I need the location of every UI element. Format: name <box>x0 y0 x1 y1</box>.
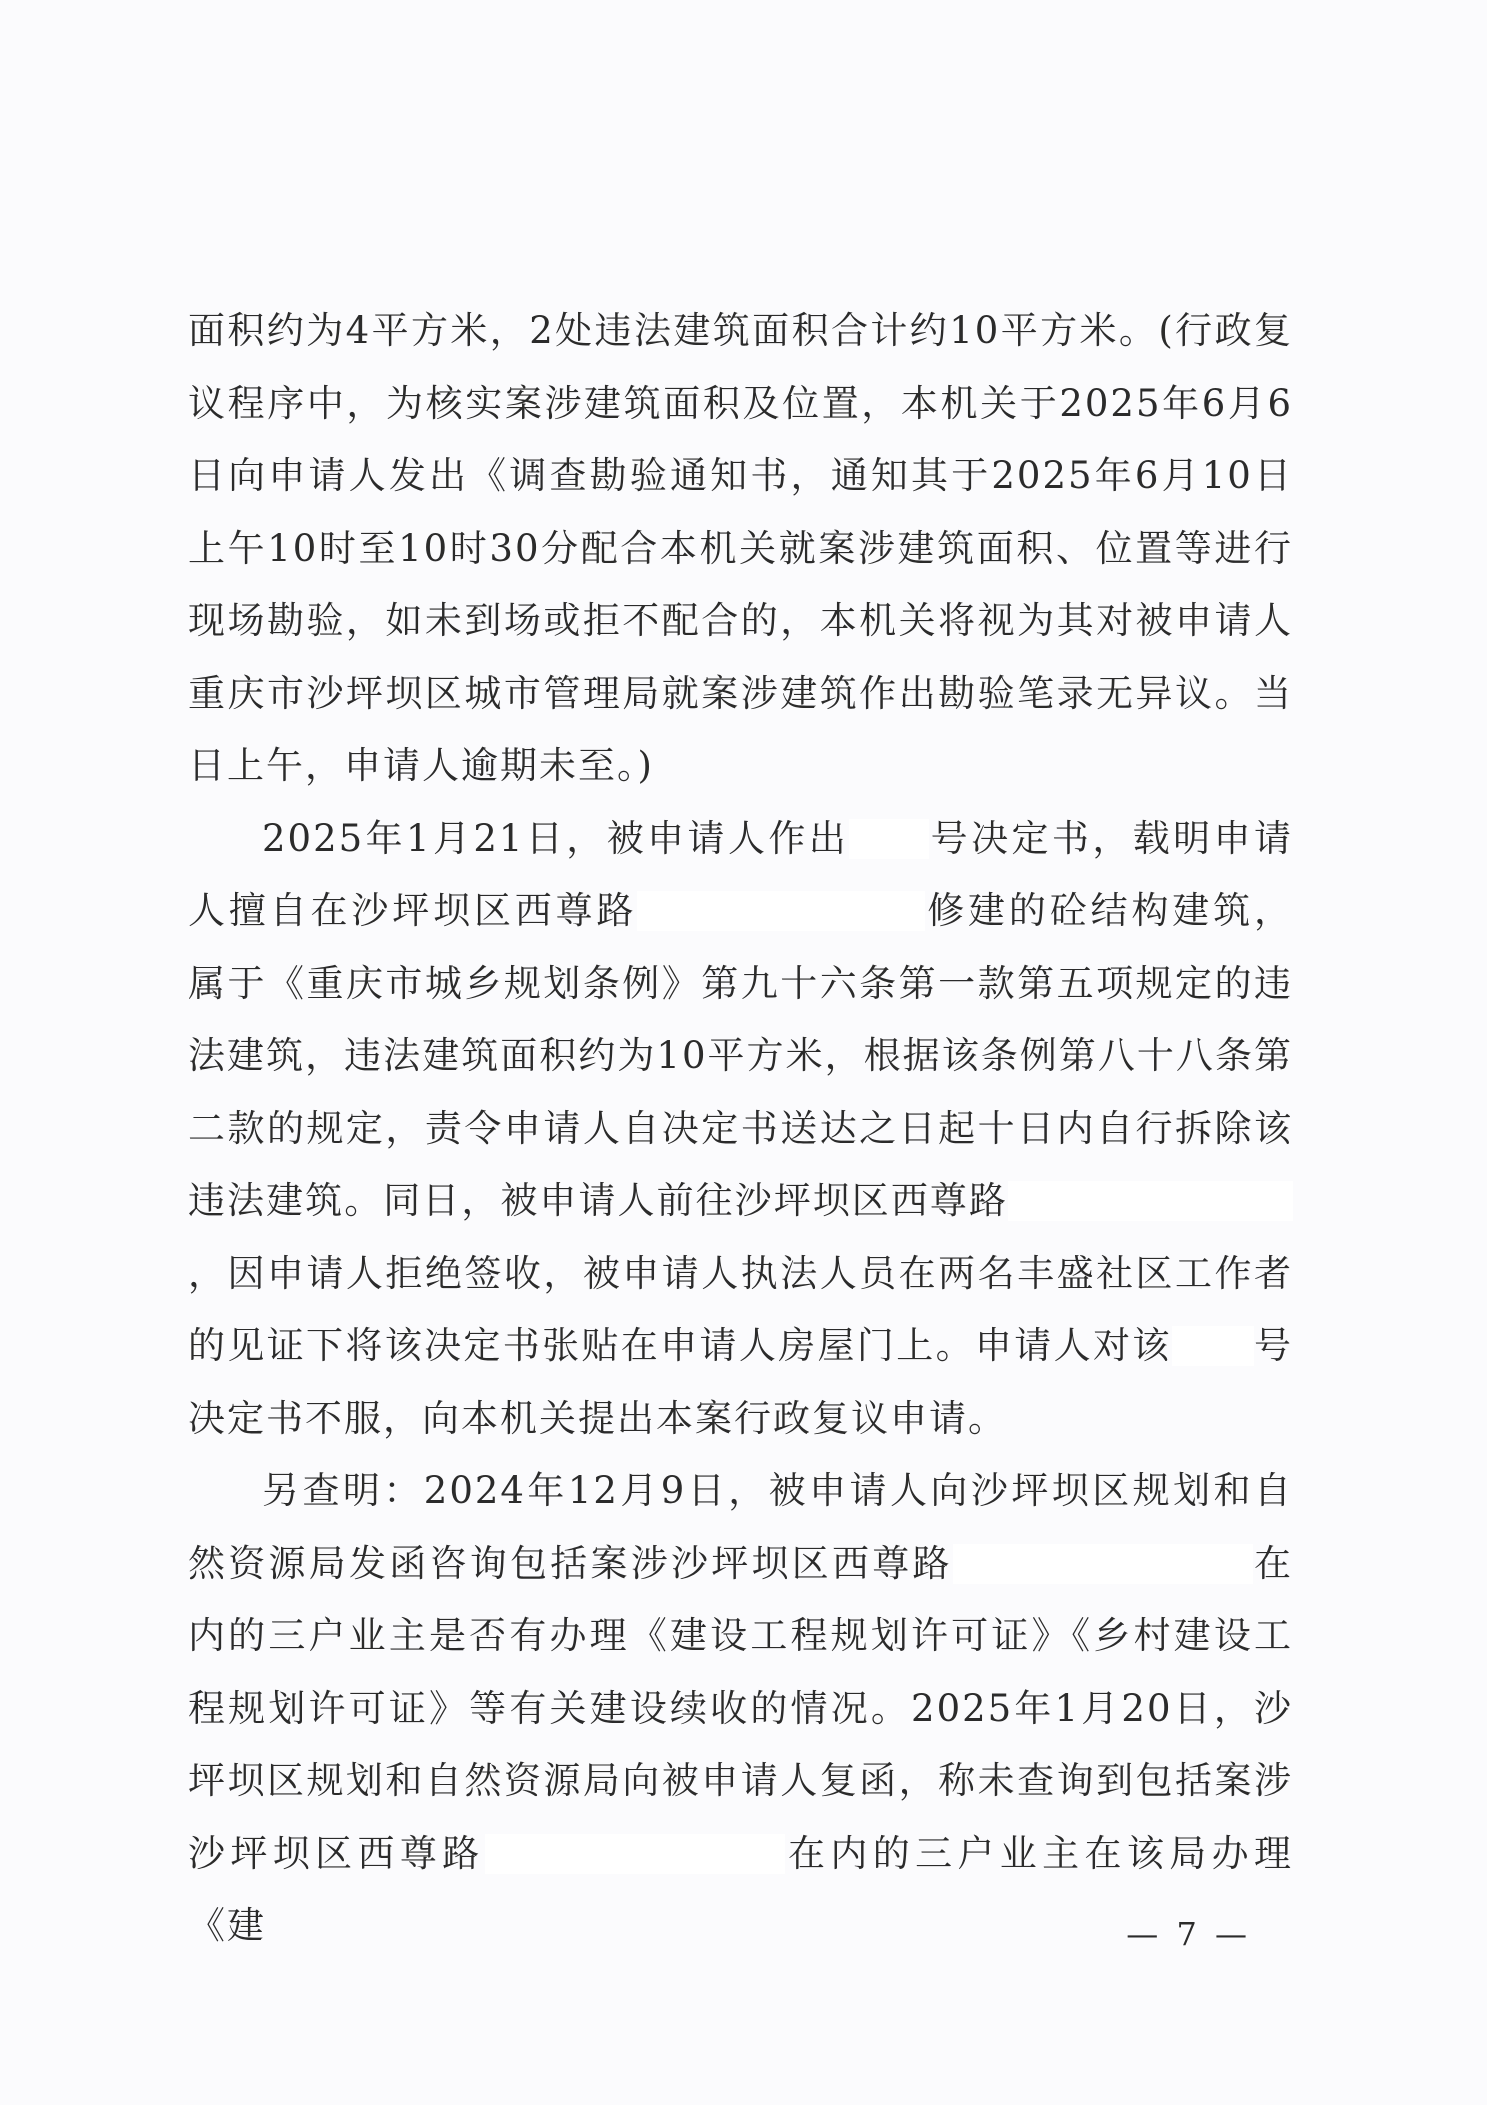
text-segment: 2025年1月21日，被申请人作出 <box>262 816 850 860</box>
page-number: — 7 — <box>1126 1915 1251 1953</box>
paragraph-3 <box>188 1455 1293 1963</box>
text-segment: ，因申请人拒绝签收，被申请人执法人员在两名丰盛社区工作者的见证下将该决定书张贴在申请人房屋门上。申请人对该 <box>188 1251 1293 1367</box>
text-segment: 在内的三户业主在该局办理《建 <box>188 1831 1294 1947</box>
text-segment: 另查明：2024年12月9日，被申请人向沙坪坝区规划和自然资源局发函咨询包括案涉沙坪坝区西尊路 <box>188 1469 1293 1585</box>
text-segment: 号决定书不服，向本机关提出本案行政复议申请。 <box>188 1324 1294 1440</box>
text-segment: 在内的三户业主是否有办理《建设工程规划许可证》《乡村建设工程规划许可证》等有关建设续收的情况。2025年1月20日，沙坪坝区规划和自然资源局向被申请人复函，称未查询到包括案涉沙坪坝区西尊路 <box>188 1541 1293 1875</box>
paragraph-1 <box>188 295 1293 803</box>
document-body <box>188 295 1293 1963</box>
redaction-box <box>849 819 929 859</box>
redaction-box <box>485 1834 785 1874</box>
paragraph-1-text: 面积约为4平方米，2处违法建筑面积合计约10平方米。(行政复议程序中，为核实案涉建筑面积及位置，本机关于2025年6月6日向申请人发出《调查勘验通知书，通知其于2025年6月10日上午10时至10时30分配合本机关就案涉建筑面积、位置等进行现场勘验，如未到场或拒不配合的，本机关将视为其对被申请人重庆市沙坪坝区城市管理局就案涉建筑作出勘验笔录无异议。当日上午，申请人逾期未至。) <box>188 309 1293 787</box>
redaction-box <box>637 891 925 931</box>
text-segment: 号决定书，载明申请人擅自在沙坪坝区西尊路 <box>188 816 1293 932</box>
paragraph-2 <box>188 803 1293 1456</box>
redaction-box <box>1172 1326 1254 1366</box>
redaction-box <box>953 1544 1253 1584</box>
redaction-box <box>1008 1181 1293 1221</box>
text-segment: 修建的砼结构建筑，属于《重庆市城乡规划条例》第九十六条第一款第五项规定的违法建筑，违法建筑面积约为10平方米，根据该条例第八十八条第二款的规定，责令申请人自决定书送达之日起十日内自行拆除该违法建筑。同日，被申请人前往沙坪坝区西尊路 <box>188 889 1294 1222</box>
